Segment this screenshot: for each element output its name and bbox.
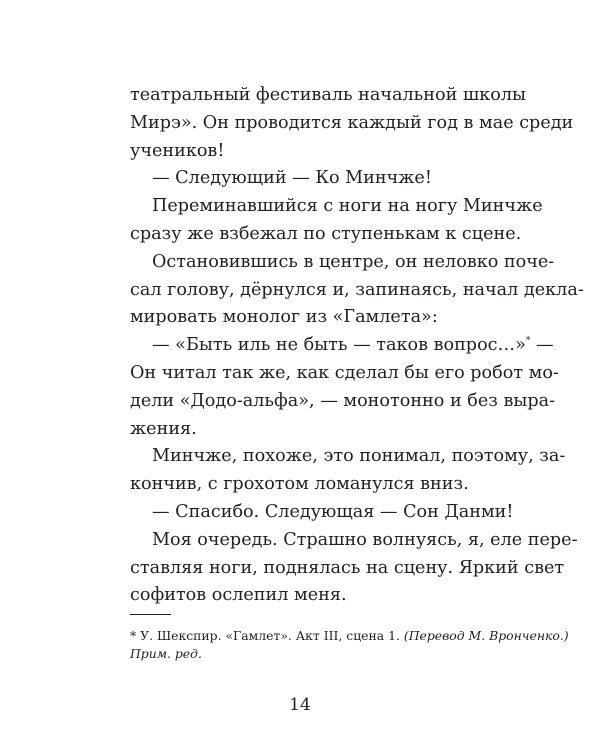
text-line: — Спасибо. Следующая — Сон Данми! [152, 501, 514, 522]
text-line: Моя очередь. Страшно волнуясь, я, еле пере- [152, 529, 578, 550]
paragraph [130, 527, 578, 610]
text-line: софитов ослепил меня. [130, 585, 347, 606]
text-line: — Следующий — Ко Минчже! [152, 168, 432, 189]
footnote [130, 627, 569, 663]
text-line: мировать монолог из «Гамлета»: [130, 307, 438, 328]
text-line: ставляя ноги, поднялась на сцену. Яркий свет [130, 557, 565, 578]
paragraph [130, 332, 559, 443]
paragraph [130, 249, 584, 332]
body-text [130, 82, 584, 610]
footnote-divider [130, 614, 171, 615]
text-line: учеников! [130, 140, 225, 161]
text-line: кончив, с грохотом ломанулся вниз. [130, 474, 469, 495]
text-line: дели «Додо-альфа», — монотонно и без выра- [130, 390, 556, 411]
text-line: сал голову, дёрнулся и, запинаясь, начал декла- [130, 279, 584, 300]
footnote-text: У. Шекспир. «Гамлет». Акт III, сцена 1. [136, 628, 404, 643]
footnote-line [130, 627, 569, 645]
text-line: Остановившись в центре, он неловко поче- [152, 251, 555, 272]
text-line: сразу же взбежал по ступенькам к сцене. [130, 223, 522, 244]
dash-text: — [530, 335, 554, 356]
paragraph [130, 499, 514, 527]
text-line: Он читал так же, как сделал бы его робот мо- [130, 362, 559, 383]
text-line: Минчже, похоже, это понимал, поэтому, за- [152, 446, 566, 467]
text-line [130, 332, 554, 360]
footnote-translation-note: (Перевод М. Вронченко.) [403, 628, 569, 643]
text-line: Переминавшийся с ноги на ногу Минчже [152, 196, 543, 217]
paragraph [130, 443, 566, 499]
footnote-marker: * [525, 336, 531, 347]
paragraph [130, 82, 574, 165]
paragraph [130, 193, 543, 249]
footnote-marker: * [130, 628, 137, 643]
footnote-line [130, 645, 486, 663]
text-line: театральный фестиваль начальной школы [130, 85, 527, 105]
footnote-editor-note: Прим. ред. [130, 646, 202, 661]
text-line: Мирэ». Он проводится каждый год в мае среди [130, 112, 574, 133]
paragraph [130, 165, 486, 193]
page-number: 14 [289, 695, 311, 715]
quote-text: — «Быть иль не быть — таков вопрос…» [152, 335, 526, 356]
text-line: жения. [130, 418, 197, 439]
